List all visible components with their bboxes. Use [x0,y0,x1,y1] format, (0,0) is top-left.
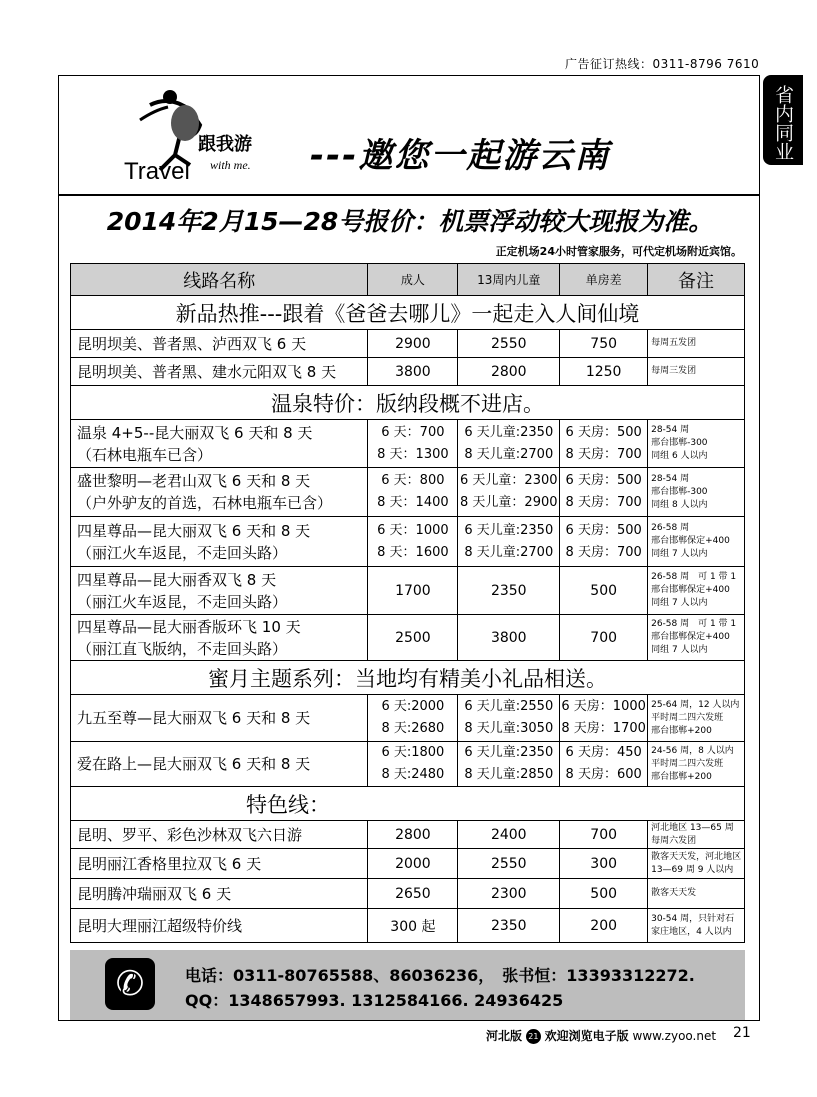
page-number: 21 [733,1025,751,1041]
cell-note [648,358,745,386]
adult-line: 6 天:1800 [381,745,445,760]
adult-line: 2900 [395,335,431,352]
adult-line: 1700 [395,582,431,599]
note-line: 家庄地区，4 人以内 [651,926,732,937]
cell-single [560,567,648,615]
adult-line: 6 天：1000 [377,522,449,538]
single-line: 6 天房：500 [565,522,642,538]
table-row [71,695,745,742]
child-line: 6 天儿童:2350 [464,522,554,538]
child-line: 6 天儿童：2300 [460,473,558,488]
cell-note [648,420,745,468]
adult-line: 8 天：1300 [377,446,449,462]
name-line: （石林电瓶车已含） [77,445,213,464]
note-line: 邢台邯郸+200 [651,725,712,736]
table-row [71,821,745,849]
cell-name [71,330,368,358]
edition-badge: 21 [526,1029,541,1044]
table-header-row [71,264,745,296]
cell-single [560,879,648,909]
note-line: 26-58 周 可 1 带 1 [651,619,737,629]
phone-icon: ✆ [105,958,155,1010]
single-line: 8 天房：700 [565,446,642,462]
name-line: 昆明大理丽江超级特价线 [77,916,243,935]
cell-child [458,742,560,787]
single-line: 8 天房：700 [565,495,642,510]
contact-phone: 电话：0311-80765588、86036236， 张书恒：13393312272. [185,966,695,985]
cell-child [458,358,560,386]
page-title: 2014年2月15—28号报价：机票浮动较大现报为准。 [106,207,714,236]
cell-name [71,849,368,879]
cell-name [71,909,368,943]
adult-line: 300 起 [390,918,436,935]
child-line: 3800 [490,629,527,646]
child-line: 2350 [490,917,527,934]
child-line: 2350 [490,582,527,599]
child-line: 8 天儿童：2900 [460,495,558,510]
name-line: 昆明坝美、普者黑、泸西双飞 6 天 [77,334,307,353]
section-row [71,296,745,330]
cell-child [458,821,560,849]
child-line: 8 天儿童:3050 [464,721,554,736]
adult-line: 2500 [395,629,431,646]
single-line: 8 天房：600 [565,767,642,782]
cell-single [560,742,648,787]
note-line: 邢台邯郸-300 [651,438,708,448]
cell-adult [368,358,458,386]
single-line: 500 [590,885,618,902]
adult-line: 6 天：800 [381,473,445,488]
cell-name [71,358,368,386]
cell-name [71,567,368,615]
section-title: 蜜月主题系列：当地均有精美小礼品相送。 [71,661,745,695]
cell-name [71,468,368,517]
cell-child [458,909,560,943]
logo-with-me: with me. [210,158,251,172]
cell-adult [368,420,458,468]
adult-line: 2650 [395,885,431,902]
cell-name [71,517,368,567]
single-line: 1250 [585,363,622,380]
page-footer [486,1027,716,1044]
cell-note [648,879,745,909]
table-row [71,849,745,879]
adult-line: 6 天:2000 [381,699,445,714]
note-line: 河北地区 13—65 周 [651,822,734,833]
cell-child [458,695,560,742]
cell-note [648,742,745,787]
child-line: 8 天儿童:2850 [464,767,554,782]
welcome-text: 欢迎浏览电子版 [544,1029,629,1043]
cell-adult [368,821,458,849]
cell-adult [368,879,458,909]
adult-line: 8 天:2480 [381,767,445,782]
price-table [70,263,745,943]
logo-travel: Travel [124,158,190,185]
slogan: ---邀您一起游云南 [310,136,611,176]
name-line: 爱在路上—昆大丽双飞 6 天和 8 天 [77,755,311,773]
cell-single [560,849,648,879]
contact-qq: QQ：1348657993. 1312584166. 24936425 [185,991,564,1010]
adult-line: 2000 [395,855,431,872]
table-row [71,358,745,386]
single-line: 6 天房：500 [565,424,642,440]
cell-child [458,567,560,615]
cell-note [648,615,745,661]
cell-note [648,567,745,615]
cell-adult [368,567,458,615]
single-line: 300 [590,855,618,872]
cell-note [648,821,745,849]
cell-child [458,849,560,879]
table-row [71,567,745,615]
section-row [71,386,745,420]
note-line: 平时周二四六发班 [651,712,724,723]
note-line: 同组 8 人以内 [651,499,708,510]
single-line: 500 [590,582,618,599]
note-line: 30-54 周，只针对石 [651,913,735,924]
cell-name [71,615,368,661]
note-line: 散客天天发，河北地区 [651,851,742,862]
child-line: 6 天儿童:2350 [464,745,554,760]
adult-line: 6 天：700 [381,424,445,440]
cell-single [560,330,648,358]
name-line: 四星尊品—昆大丽香双飞 8 天 [77,570,277,589]
adult-line: 8 天：1600 [377,544,449,560]
col-single: 单房差 [560,264,648,296]
note-line: 邢台邯郸-300 [651,486,708,497]
col-note: 备注 [648,264,745,296]
child-line: 2550 [490,335,527,352]
note-line: 26-58 周 [651,523,690,533]
name-line: 盛世黎明—老君山双飞 6 天和 8 天 [77,472,311,490]
single-line: 750 [590,335,618,352]
table-row [71,517,745,567]
note-line: 25-64 周，12 人以内 [651,699,740,710]
cell-adult [368,517,458,567]
single-line: 200 [590,917,618,934]
note-line: 28-54 周 [651,473,690,484]
single-line: 6 天房：450 [565,745,642,760]
child-line: 8 天儿童:2700 [464,544,554,560]
single-line: 8 天房：700 [565,544,642,560]
single-line: 700 [590,826,618,843]
cell-adult [368,330,458,358]
cell-child [458,879,560,909]
note-line: 同组 7 人以内 [651,549,708,559]
name-line: 温泉 4+5--昆大丽双飞 6 天和 8 天 [77,423,313,442]
section-title: 温泉特价：版纳段概不进店。 [71,386,745,420]
cell-single [560,695,648,742]
note-line: 每周五发团 [651,338,697,348]
name-line: 昆明丽江香格里拉双飞 6 天 [77,854,262,873]
note-line: 邢台邯郸保定+400 [651,632,730,642]
cell-single [560,821,648,849]
adult-line: 8 天：1400 [377,495,449,510]
table-row [71,615,745,661]
note-line: 邢台邯郸保定+400 [651,585,730,595]
cell-name [71,879,368,909]
cell-adult [368,468,458,517]
col-child: 13周内儿童 [458,264,560,296]
table-row [71,468,745,517]
section-row [71,787,745,821]
cell-note [648,330,745,358]
col-adult: 成人 [368,264,458,296]
cell-single [560,909,648,943]
section-title: 特色线： [71,787,745,821]
section-row [71,661,745,695]
note-line: 同组 7 人以内 [651,598,708,608]
logo-chinese: 跟我游 [198,134,252,155]
note-line: 每周三发团 [651,366,697,376]
single-line: 6 天房：500 [565,473,642,488]
note-line: 24-56 周，8 人以内 [651,745,734,756]
note-line: 每周六发团 [651,835,697,846]
child-line: 6 天儿童:2350 [464,424,554,440]
child-line: 2300 [490,885,527,902]
section-title: 新品热推---跟着《爸爸去哪儿》一起走入人间仙境 [71,296,745,330]
note-line: 同组 7 人以内 [651,645,708,655]
cell-name [71,695,368,742]
child-line: 8 天儿童:2700 [464,446,554,462]
note-line: 散客天天发 [651,888,697,898]
cell-note [648,468,745,517]
single-line: 6 天房：1000 [561,699,646,714]
site-url: www.zyoo.net [632,1029,717,1043]
child-line: 6 天儿童:2550 [464,699,554,714]
cell-adult [368,615,458,661]
note-line: 平时周二四六发班 [651,758,724,769]
child-line: 2800 [490,363,527,380]
note-line: 同组 6 人以内 [651,451,708,461]
cell-note [648,909,745,943]
name-line: 昆明腾冲瑞丽双飞 6 天 [77,884,232,903]
table-row [71,742,745,787]
table-row [71,879,745,909]
adult-line: 8 天:2680 [381,721,445,736]
note-line: 邢台邯郸+200 [651,771,712,782]
name-line: 四星尊品—昆大丽香版环飞 10 天 [77,617,301,636]
cell-child [458,615,560,661]
name-line: 九五至尊—昆大丽双飞 6 天和 8 天 [77,709,311,727]
cell-adult [368,695,458,742]
cell-single [560,420,648,468]
cell-note [648,695,745,742]
table-row [71,420,745,468]
cell-adult [368,909,458,943]
edition: 河北版 [486,1029,523,1043]
table-row [71,909,745,943]
cell-name [71,420,368,468]
cell-adult [368,742,458,787]
cell-child [458,330,560,358]
cell-child [458,420,560,468]
cell-single [560,468,648,517]
cell-name [71,821,368,849]
section-tab: 省内同业 [763,75,803,165]
adult-line: 3800 [395,363,431,380]
cell-single [560,517,648,567]
ad-hotline: 广告征订热线：0311-8796 7610 [565,57,760,71]
cell-single [560,358,648,386]
note-line: 13—69 周 9 人以内 [651,864,734,875]
note-line: 26-58 周 可 1 带 1 [651,572,737,582]
cell-child [458,468,560,517]
single-line: 8 天房：1700 [561,721,646,736]
col-route: 线路名称 [71,264,368,296]
note-line: 邢台邯郸保定+400 [651,536,730,546]
cell-child [458,517,560,567]
name-line: 四星尊品—昆大丽双飞 6 天和 8 天 [77,521,311,540]
cell-name [71,742,368,787]
name-line: （户外驴友的首选，石林电瓶车已含） [77,494,333,512]
child-line: 2400 [490,826,527,843]
table-row [71,330,745,358]
name-line: 昆明坝美、普者黑、建水元阳双飞 8 天 [77,362,337,381]
name-line: （丽江直飞版纳，不走回头路） [77,639,288,658]
name-line: （丽江火车返昆，不走回头路） [77,543,288,562]
single-line: 700 [590,629,618,646]
cell-single [560,615,648,661]
child-line: 2550 [490,855,527,872]
note-line: 28-54 周 [651,425,690,435]
cell-note [648,517,745,567]
name-line: （丽江火车返昆，不走回头路） [77,592,288,611]
adult-line: 2800 [395,826,431,843]
cell-note [648,849,745,879]
subtitle: 正定机场24小时管家服务，可代定机场附近宾馆。 [495,245,742,258]
name-line: 昆明、罗平、彩色沙林双飞六日游 [77,825,303,844]
cell-adult [368,849,458,879]
